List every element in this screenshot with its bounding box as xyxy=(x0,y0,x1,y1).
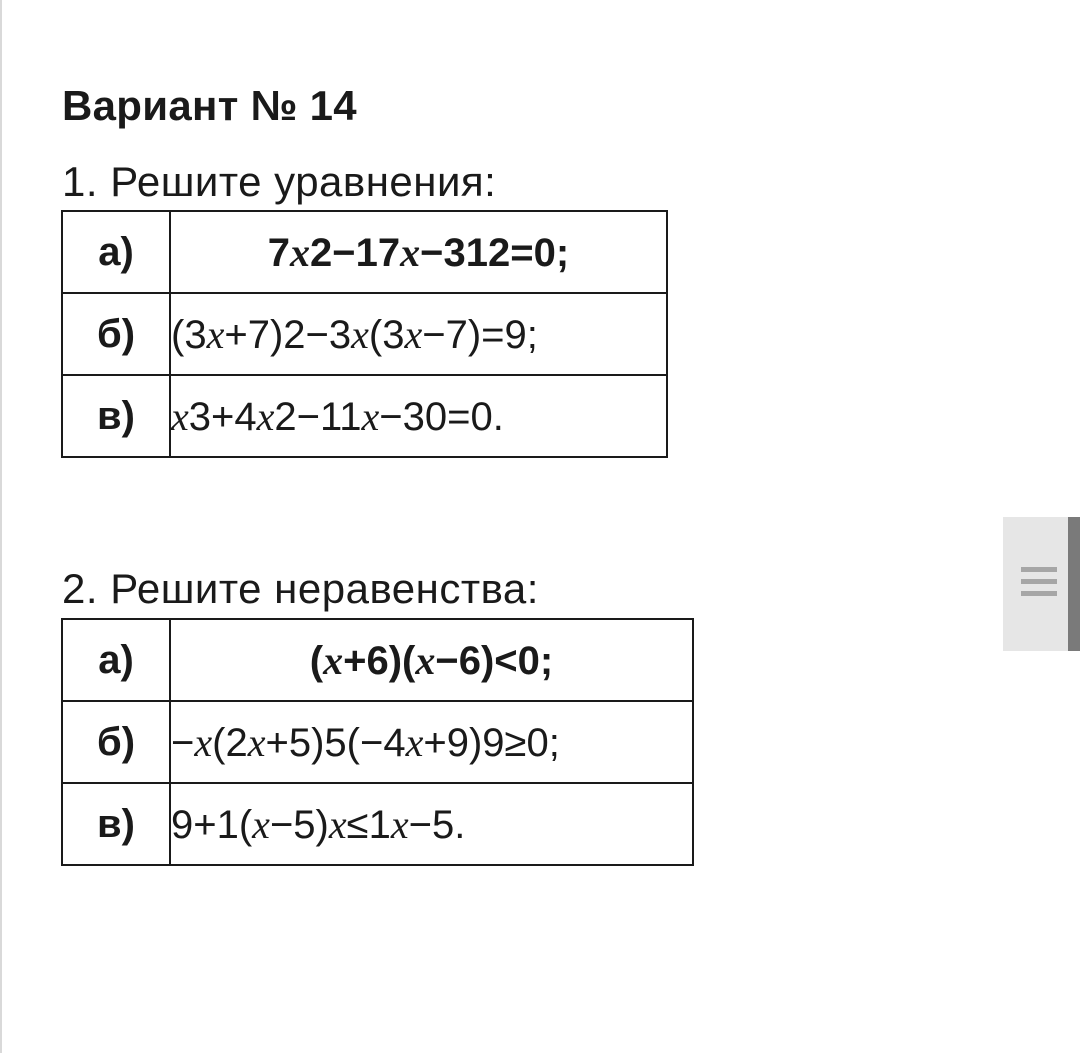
item-label: а) xyxy=(62,211,170,293)
equations-table xyxy=(61,210,668,458)
item-label: б) xyxy=(62,293,170,375)
task2-heading: 2. Решите неравенства: xyxy=(62,565,539,612)
item-label: б) xyxy=(62,701,170,783)
inequality-expression: −x(2x+5)5(−4x+9)9≥0; xyxy=(170,701,693,783)
table-row xyxy=(62,619,693,701)
inequalities-table xyxy=(61,618,694,866)
table-row xyxy=(62,375,667,457)
item-label: в) xyxy=(62,375,170,457)
item-label: а) xyxy=(62,619,170,701)
table-row xyxy=(62,211,667,293)
task1-heading: 1. Решите уравнения: xyxy=(62,158,497,205)
page-title: Вариант № 14 xyxy=(62,82,357,129)
equation-expression: (3x+7)2−3x(3x−7)=9; xyxy=(170,293,667,375)
equation-expression: x3+4x2−11x−30=0. xyxy=(170,375,667,457)
inequality-expression: 9+1(x−5)x≤1x−5. xyxy=(170,783,693,865)
table-row xyxy=(62,701,693,783)
grip-lines-icon xyxy=(1021,567,1057,603)
scrollbar-handle[interactable] xyxy=(1003,517,1080,651)
scrollbar-accent xyxy=(1068,517,1080,651)
page-left-border xyxy=(0,0,2,1053)
table-row xyxy=(62,293,667,375)
table-row xyxy=(62,783,693,865)
equation-expression: 7x2−17x−312=0; xyxy=(170,211,667,293)
item-label: в) xyxy=(62,783,170,865)
inequality-expression: (x+6)(x−6)<0; xyxy=(170,619,693,701)
